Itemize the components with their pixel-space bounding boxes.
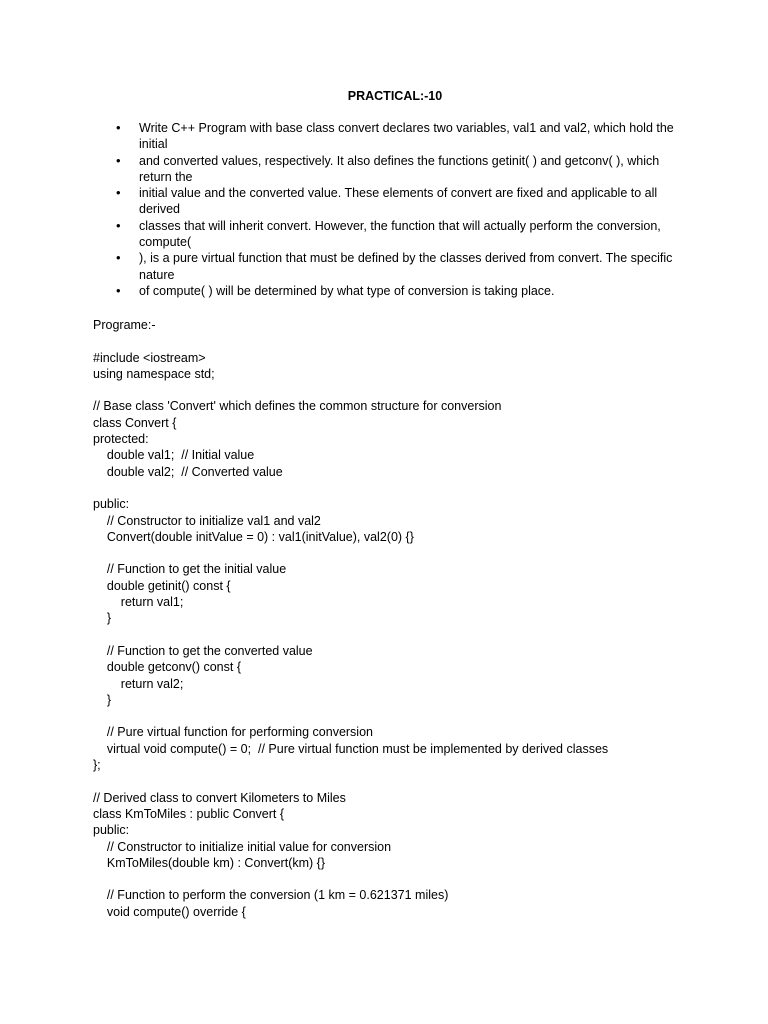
task-description-list	[139, 120, 679, 299]
code-line	[93, 708, 713, 724]
code-line: void compute() override {	[93, 904, 246, 919]
code-line: KmToMiles(double km) : Convert(km) {}	[93, 855, 326, 870]
list-item: • classes that will inherit convert. However, the function that will actually perform the conversion, compute(	[139, 218, 679, 251]
code-line: // Constructor to initialize initial value for conversion	[93, 839, 392, 854]
code-line: }	[93, 611, 112, 626]
code-line: return val2;	[93, 676, 184, 691]
code-line: public:	[93, 823, 130, 838]
code-line	[93, 382, 713, 398]
code-line	[93, 773, 713, 789]
code-line: // Pure virtual function for performing conversion	[93, 725, 373, 740]
code-line: // Base class 'Convert' which defines the common structure for conversion	[93, 399, 502, 414]
page-title: PRACTICAL:-10	[347, 89, 443, 103]
code-line	[93, 871, 713, 887]
list-item: • ), is a pure virtual function that must be defined by the classes derived from convert. The specific nature	[139, 250, 679, 283]
code-line: virtual void compute() = 0; // Pure virtual function must be implemented by derived classes	[93, 741, 609, 756]
list-item: • and converted values, respectively. It also defines the functions getinit( ) and getconv( ), which return the	[139, 153, 679, 186]
blank-line	[93, 333, 713, 349]
code-line: using namespace std;	[93, 366, 215, 381]
code-line: // Function to perform the conversion (1 km = 0.621371 miles)	[93, 888, 449, 903]
code-line	[93, 545, 713, 561]
code-line: double val1; // Initial value	[93, 448, 255, 463]
code-line: double val2; // Converted value	[93, 464, 283, 479]
code-line: double getinit() const {	[93, 578, 231, 593]
code-line: protected:	[93, 432, 149, 447]
code-line: Convert(double initValue = 0) : val1(initValue), val2(0) {}	[93, 529, 414, 544]
code-line: // Constructor to initialize val1 and val2	[93, 513, 321, 528]
code-line	[93, 627, 713, 643]
code-line: public:	[93, 497, 130, 512]
code-line: return val1;	[93, 595, 184, 610]
code-line: double getconv() const {	[93, 660, 242, 675]
code-line: class Convert {	[93, 415, 177, 430]
code-line: // Function to get the initial value	[93, 562, 287, 577]
list-item: • Write C++ Program with base class convert declares two variables, val1 and val2, which hold the initial	[139, 120, 679, 153]
code-line	[93, 480, 713, 496]
program-section	[93, 317, 713, 920]
code-line: #include <iostream>	[93, 350, 206, 365]
code-line: // Derived class to convert Kilometers to Miles	[93, 790, 346, 805]
program-label: Programe:-	[93, 318, 156, 332]
code-line: };	[93, 758, 101, 773]
code-line: class KmToMiles : public Convert {	[93, 806, 285, 821]
code-block	[93, 350, 713, 920]
code-line: }	[93, 692, 112, 707]
list-item: • of compute( ) will be determined by what type of conversion is taking place.	[139, 283, 679, 299]
list-item: • initial value and the converted value. These elements of convert are fixed and applicable to all derived	[139, 185, 679, 218]
code-line: // Function to get the converted value	[93, 643, 313, 658]
